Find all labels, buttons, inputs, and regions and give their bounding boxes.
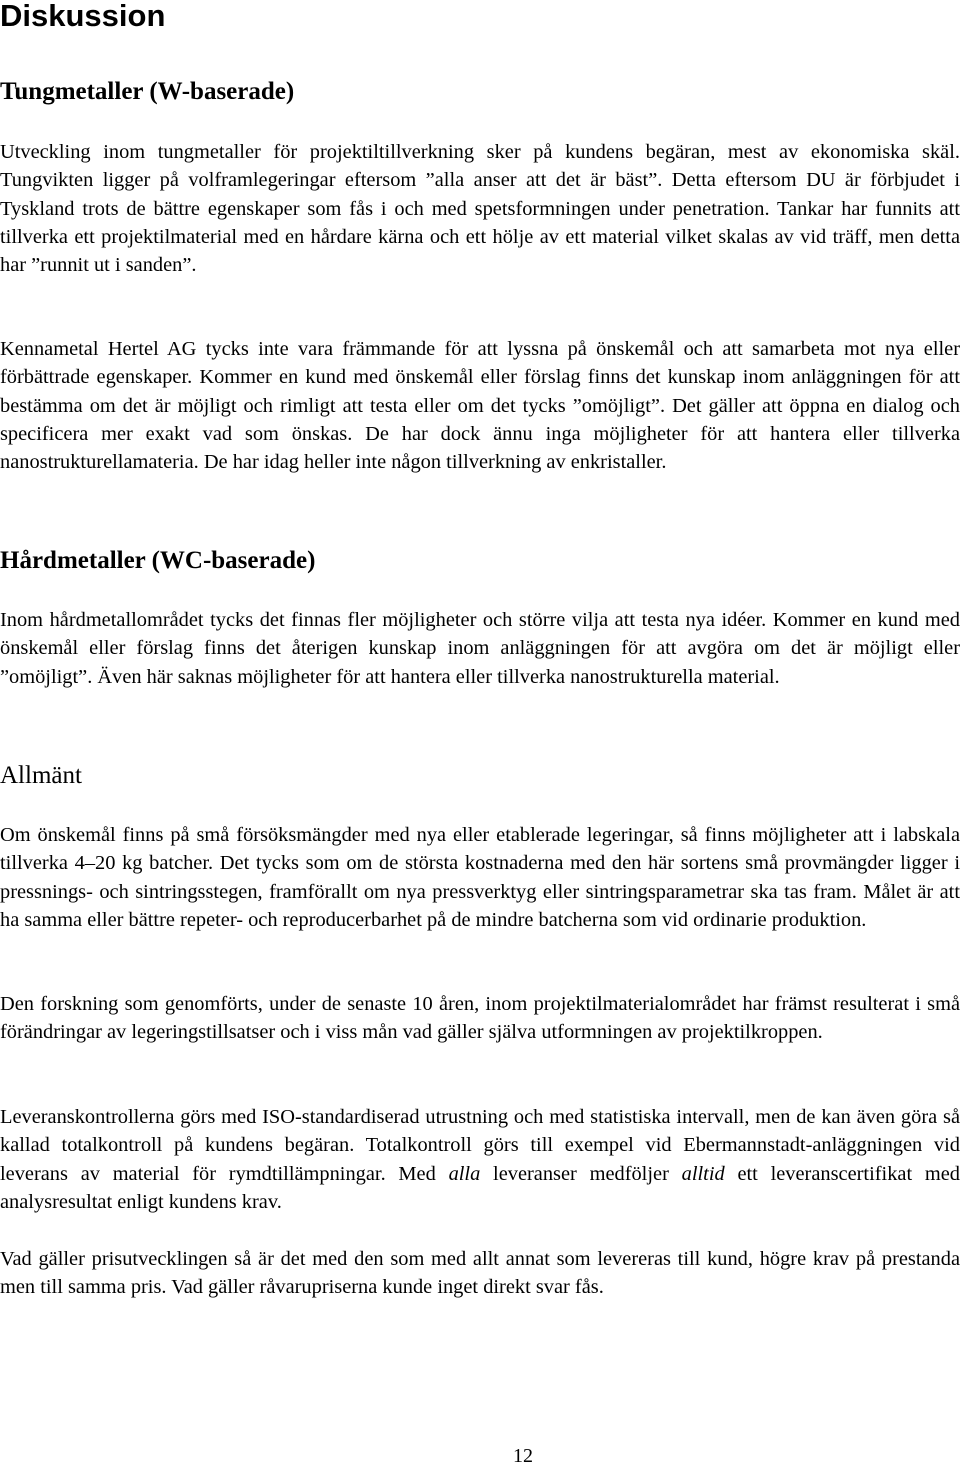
paragraph-allmant-1: Om önskemål finns på små försöksmängder med nya eller etablerade legeringar, så finns möjligheter att i labskala tillverka 4–20 kg batcher. Det tycks som om de största kostnaderna med den här sortens små provmängder ligger i pressnings- och sintringsstegen, framförallt om nya pressverktyg eller sintringsparametrar ska tas fram. Målet är att ha samma eller bättre repeter- och reproducerbarhet på de mindre batcherna som vid ordinarie produktion. (0, 824, 960, 931)
section-heading-tungmetaller: Tungmetaller (W-baserade) (0, 78, 295, 105)
paragraph-tungmetaller-1: Utveckling inom tungmetaller för projektiltillverkning sker på kundens begäran, mest av ekonomiska skäl. Tungvikten ligger på volframlegeringar eftersom ”alla anser att det är bäst”. Detta eftersom DU är förbjudet i Tyskland trots de bättre egenskaper som fås i och med spetsformningen under penetration. Tankar har funnits att tillverka ett projektilmaterial med en hårdare kärna och ett hölje av ett material vilket skalas av vid träff, men detta har ”runnit ut i sanden”. (0, 141, 960, 277)
section-heading-hardmetaller: Hårdmetaller (WC-baserade) (0, 547, 316, 574)
page-title: Diskussion (0, 0, 166, 33)
leveranskontroll-italic-alltid: alltid (681, 1162, 725, 1185)
leveranskontroll-text-2: leveranser medföljer (480, 1162, 682, 1185)
leveranskontroll-italic-alla: alla (448, 1162, 481, 1185)
paragraph-allmant-2: Den forskning som genomförts, under de senaste 10 åren, inom projektilmaterialområdet har främst resulterat i små förändringar av legeringstillsatser och i viss mån vad gäller själva utformningen av projektilkroppen. (0, 993, 960, 1044)
paragraph-leveranskontroll (0, 1103, 960, 1216)
paragraph-tungmetaller-2: Kennametal Hertel AG tycks inte vara främmande för att lyssna på önskemål och att samarbeta mot nya eller förbättrade egenskaper. Kommer en kund med önskemål eller förslag finns det kunskap inom anläggningen för att bestämma om det är möjligt och rimligt att testa eller om det tycks ”omöjligt”. Det gäller att öppna en dialog och specificera mer exakt vad som önskas. De har dock ännu inga möjligheter för att hantera eller tillverka nanostrukturellamateria. De har idag heller inte någon tillverkning av enkristaller. (0, 338, 960, 474)
leveranskontroll-text-1: Leveranskontrollerna görs med ISO-standardiserad utrustning och med statistiska intervall, men de kan även göra så kallad totalkontroll på kundens begäran. Totalkontroll görs till exempel vid Ebermannstadt-anläggningen vid leverans av material för rymdtillämpningar. Med (0, 1106, 960, 1185)
paragraph-hardmetaller-1: Inom hårdmetallområdet tycks det finnas fler möjligheter och större vilja att testa nya idéer. Kommer en kund med önskemål eller förslag finns det återigen kunskap inom anläggningen för att avgöra om det är möjligt eller ”omöjligt”. Även här saknas möjligheter för att hantera eller tillverka nanostrukturella material. (0, 609, 960, 688)
page-number: 12 (513, 1445, 533, 1467)
section-heading-allmant: Allmänt (0, 762, 82, 789)
paragraph-prisutveckling: Vad gäller prisutvecklingen så är det med den som med allt annat som levereras till kund, högre krav på prestanda men till samma pris. Vad gäller råvarupriserna kunde inget direkt svar fås. (0, 1248, 960, 1299)
leveranskontroll-text-3: ett leveranscertifikat med analysresultat enligt kundens krav. (0, 1162, 960, 1213)
